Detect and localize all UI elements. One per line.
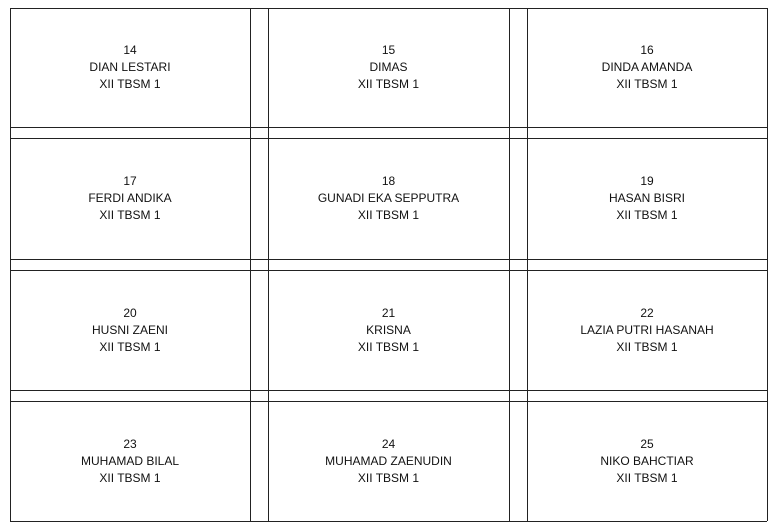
student-class: XII TBSM 1 [357, 208, 420, 222]
student-class: XII TBSM 1 [99, 77, 161, 91]
grid-line [10, 390, 767, 391]
grid-line [509, 8, 510, 521]
name-card [10, 401, 250, 521]
student-number: 16 [640, 43, 654, 57]
student-class: XII TBSM 1 [357, 470, 420, 485]
student-number: 21 [381, 305, 396, 320]
student-number: 14 [123, 43, 137, 57]
student-name: MUHAMAD BILAL [80, 453, 180, 468]
student-number: 18 [381, 174, 396, 188]
grid-line [10, 127, 767, 128]
student-number: 15 [381, 43, 396, 57]
student-name: KRISNA [366, 322, 411, 337]
name-card [527, 8, 767, 127]
student-number: 22 [640, 305, 654, 320]
student-name: MUHAMAD ZAENUDIN [325, 453, 452, 468]
student-name: FERDI ANDIKA [88, 191, 172, 205]
student-class: XII TBSM 1 [616, 77, 678, 91]
name-card [10, 138, 250, 259]
name-card [268, 270, 509, 390]
student-name: NIKO BAHCTIAR [600, 453, 694, 468]
student-number: 19 [640, 174, 654, 188]
name-card [268, 8, 509, 127]
student-class: XII TBSM 1 [357, 339, 420, 354]
student-name: GUNADI EKA SEPPUTRA [317, 191, 460, 205]
name-card [527, 138, 767, 259]
student-number: 24 [381, 436, 396, 451]
student-class: XII TBSM 1 [357, 77, 420, 91]
student-number: 23 [123, 436, 137, 451]
student-class: XII TBSM 1 [616, 208, 678, 222]
student-name: HASAN BISRI [608, 191, 686, 205]
name-card [10, 8, 250, 127]
name-card [527, 270, 767, 390]
student-class: XII TBSM 1 [616, 339, 678, 354]
grid-line [10, 259, 767, 260]
grid-line [250, 8, 251, 521]
student-number: 20 [123, 305, 137, 320]
student-number: 17 [123, 174, 137, 188]
student-class: XII TBSM 1 [99, 339, 161, 354]
grid-line [10, 521, 767, 522]
student-name: HUSNI ZAENI [91, 322, 168, 337]
student-number: 25 [640, 436, 654, 451]
name-card [268, 138, 509, 259]
name-card [268, 401, 509, 521]
student-name: DINDA AMANDA [601, 60, 693, 74]
student-class: XII TBSM 1 [99, 208, 161, 222]
student-name: DIMAS [369, 60, 408, 74]
name-card [10, 270, 250, 390]
name-card [527, 401, 767, 521]
student-name: LAZIA PUTRI HASANAH [580, 322, 714, 337]
student-class: XII TBSM 1 [99, 470, 161, 485]
student-name: DIAN LESTARI [89, 60, 171, 74]
student-class: XII TBSM 1 [616, 470, 678, 485]
